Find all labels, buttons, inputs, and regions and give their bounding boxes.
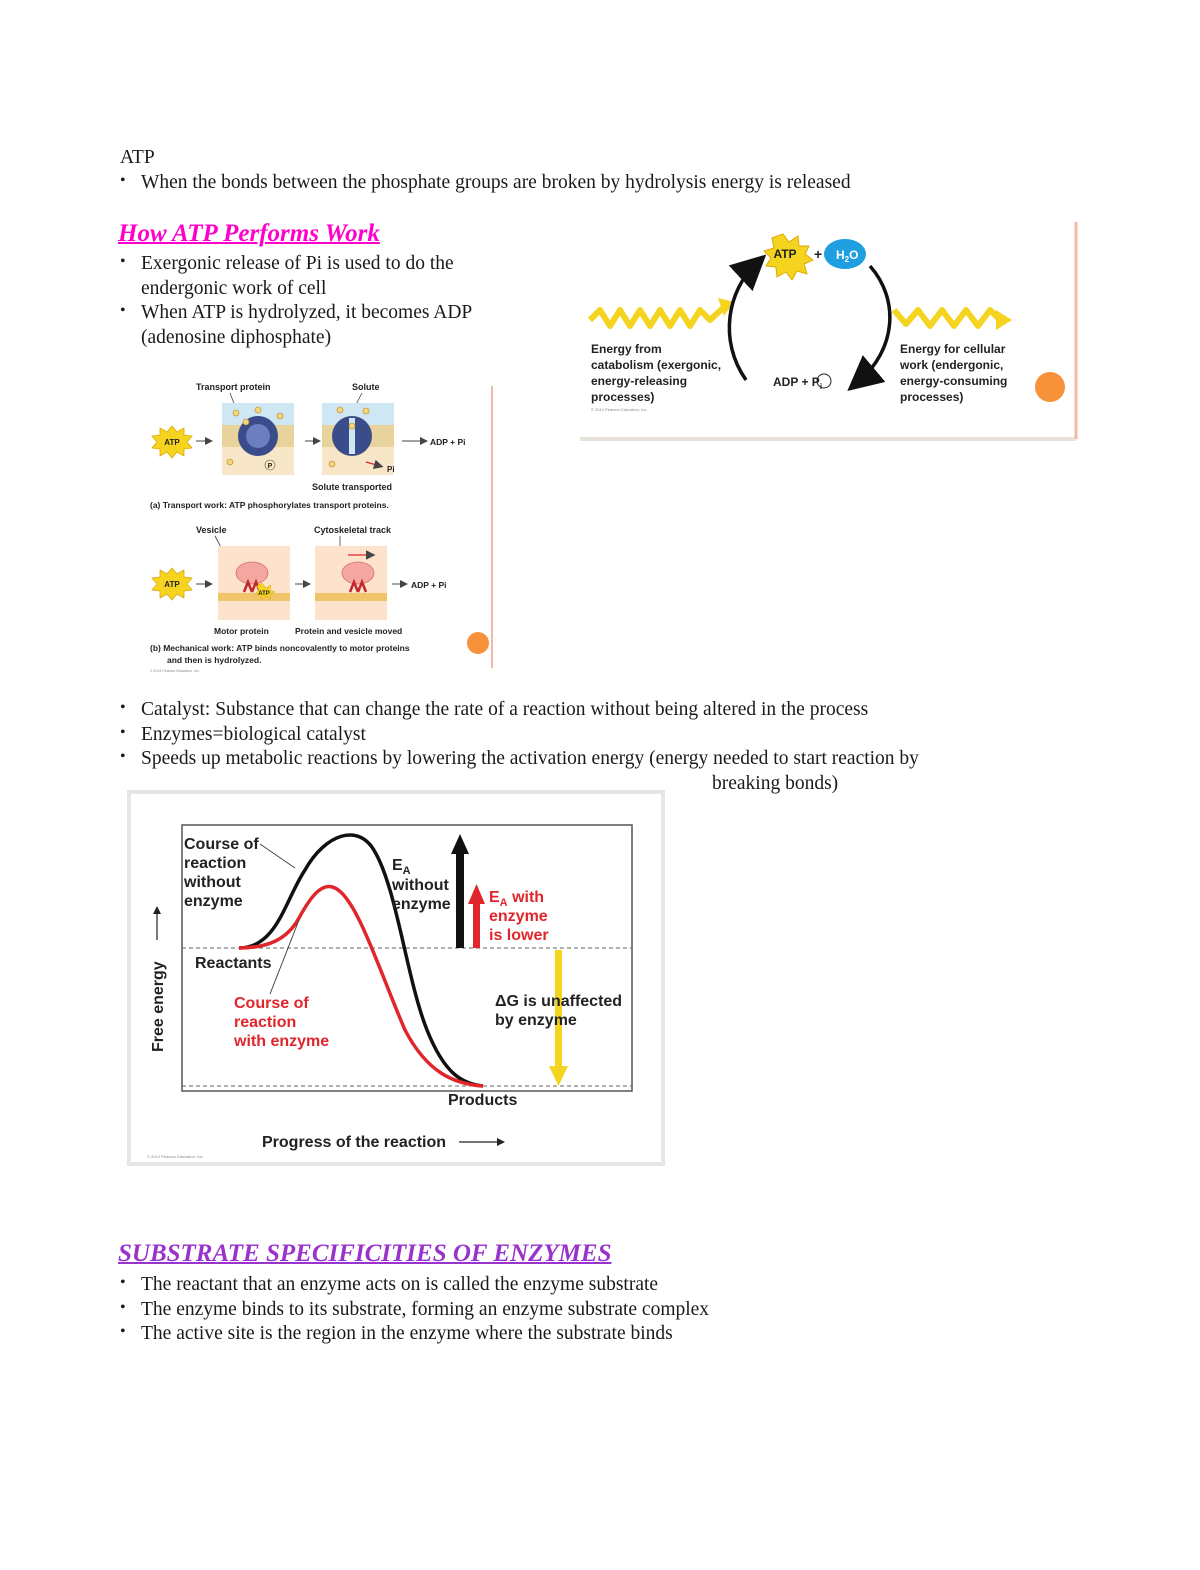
x-axis-label: Progress of the reaction	[262, 1134, 447, 1151]
cycle-water-label: $H_2O$	[836, 248, 859, 264]
course-without-line-1: Course of	[184, 836, 259, 853]
cycle-left-line-4: processes)	[591, 390, 655, 404]
orange-dot-icon	[1035, 372, 1065, 402]
atp-work-figure	[140, 378, 496, 678]
heading-how-atp-performs-work: How ATP Performs Work	[118, 220, 380, 247]
work-atp-b-label: ATP	[164, 580, 180, 589]
ea-without-line-2: without	[392, 877, 449, 894]
substrate-bullet-1: The reactant that an enzyme acts on is called the enzyme substrate	[141, 1274, 659, 1295]
y-axis-label: Free energy	[150, 961, 167, 1052]
delta-g-line-2: by enzyme	[495, 1012, 577, 1029]
course-without-line-4: enzyme	[184, 893, 243, 910]
course-with-line-3: with enzyme	[234, 1033, 330, 1050]
work-atp-a-label: ATP	[164, 438, 180, 447]
bullet: •	[120, 724, 126, 741]
ea-with-line-3: is lower	[489, 927, 549, 944]
cycle-atp-label: ATP	[773, 247, 797, 261]
how-bullet-1-line-2: endergonic work of cell	[141, 278, 327, 299]
bullet: •	[120, 1299, 126, 1316]
catalyst-bullet-2: Enzymes=biological catalyst	[141, 724, 366, 745]
course-without-line-3: without	[184, 874, 241, 891]
bullet: •	[120, 253, 126, 270]
motor-protein-label: Motor protein	[214, 626, 269, 636]
ea-with-arrow-icon	[473, 902, 480, 948]
course-with-line-1: Course of	[234, 995, 309, 1012]
ea-without-line-1: $E_A$	[392, 857, 411, 877]
atp-title: ATP	[120, 147, 155, 168]
course-with-line-2: reaction	[234, 1014, 297, 1031]
solute-transported-label: Solute transported	[312, 482, 393, 492]
atp-bullet-1: When the bonds between the phosphate groups are broken by hydrolysis energy is released	[141, 172, 851, 193]
substrate-bullet-2: The enzyme binds to its substrate, forming an enzyme substrate complex	[141, 1299, 710, 1320]
bullet: •	[120, 1274, 126, 1291]
pi-a-label: Pi	[387, 465, 395, 474]
bullet: •	[120, 302, 126, 319]
reactants-label: Reactants	[195, 955, 272, 972]
protein-vesicle-moved-label: Protein and vesicle moved	[295, 626, 403, 636]
catalyst-bullet-3-line-1: Speeds up metabolic reactions by lowering the activation energy (energy needed to start reaction by	[141, 748, 919, 769]
cycle-left-line-1: Energy from	[591, 342, 662, 356]
cycle-right-line-4: processes)	[900, 390, 964, 404]
ea-with-line-1: $E_A$ with	[489, 889, 545, 909]
orange-dot-icon	[467, 632, 489, 654]
work-atp-b2-label: ATP	[258, 591, 270, 597]
bullet: •	[120, 1323, 126, 1340]
adp-pi-a-label: ADP + Pi	[430, 437, 466, 447]
cycle-credit: © 2014 Pearson Education, Inc.	[591, 407, 648, 412]
products-label: Products	[448, 1092, 518, 1109]
ea-without-arrow-icon	[456, 852, 464, 948]
course-without-line-2: reaction	[184, 855, 247, 872]
cycle-plus: +	[814, 246, 823, 262]
bullet: •	[120, 699, 126, 716]
how-bullet-2-line-1: When ATP is hydrolyzed, it becomes ADP	[141, 302, 473, 323]
bullet: •	[120, 172, 126, 189]
cycle-right-line-3: energy-consuming	[900, 374, 1008, 388]
transport-protein-label: Transport protein	[196, 382, 271, 392]
water-icon	[824, 239, 866, 269]
catalyst-bullet-1: Catalyst: Substance that can change the rate of a reaction without being altered in the process	[141, 699, 869, 720]
caption-b-line-1: (b) Mechanical work: ATP binds noncovalently to motor proteins	[150, 643, 410, 653]
how-bullet-2-line-2: (adenosine diphosphate)	[141, 327, 332, 348]
cycle-left-line-2: catabolism (exergonic,	[591, 358, 722, 372]
caption-b-line-2: and then is hydrolyzed.	[167, 655, 262, 665]
cycle-left-line-3: energy-releasing	[591, 374, 688, 388]
cycle-right-line-1: Energy for cellular	[900, 342, 1006, 356]
bullet: •	[120, 748, 126, 765]
cycle-right-line-2: work (endergonic,	[900, 358, 1004, 372]
heading-substrate-specificities: SUBSTRATE SPECIFICITIES OF ENZYMES	[118, 1240, 612, 1267]
delta-g-line-1: ΔG is unaffected	[495, 993, 623, 1010]
ea-with-line-2: enzyme	[489, 908, 548, 925]
activation-energy-figure	[127, 790, 665, 1166]
phosphate-a1-label: P	[267, 463, 273, 470]
how-bullet-1-line-1: Exergonic release of Pi is used to do the	[141, 253, 454, 274]
adp-pi-b-label: ADP + Pi	[411, 580, 447, 590]
catalyst-bullet-3-line-2: breaking bonds)	[712, 773, 839, 794]
cytoskeletal-track-label: Cytoskeletal track	[314, 525, 392, 535]
work-credit: © 2014 Pearson Education, Inc.	[150, 669, 200, 673]
atp-cycle-figure	[578, 220, 1080, 442]
vesicle-label: Vesicle	[196, 525, 227, 535]
substrate-bullet-3: The active site is the region in the enzyme where the substrate binds	[141, 1323, 673, 1344]
energy-credit: © 2014 Pearson Education, Inc.	[147, 1154, 204, 1159]
cycle-adp-label: ADP + $P_i$	[773, 375, 823, 391]
caption-a: (a) Transport work: ATP phosphorylates transport proteins.	[150, 500, 389, 510]
solute-label: Solute	[352, 382, 380, 392]
ea-without-line-3: enzyme	[392, 896, 451, 913]
